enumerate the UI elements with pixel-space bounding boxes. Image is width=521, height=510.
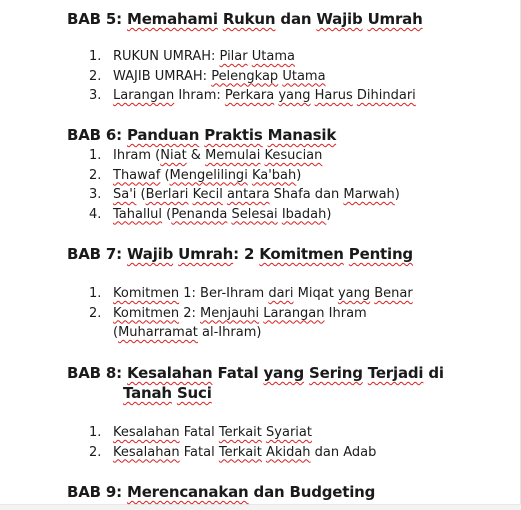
list-item — [0, 67, 416, 87]
list-number: 2. — [89, 167, 102, 183]
list-number: 1. — [89, 148, 102, 163]
list-number: 1. — [89, 425, 102, 440]
list-text: Tahallul (Penanda Selesai Ibadah) — [113, 206, 332, 222]
list-item — [0, 166, 400, 186]
list-number: 1. — [89, 49, 102, 64]
list-item — [0, 205, 400, 225]
list-item — [0, 284, 413, 304]
list-item — [0, 304, 413, 343]
list-text: Ihram (Niat & Memulai Kesucian — [113, 148, 323, 163]
page-gap — [0, 505, 521, 510]
chapter-heading-bab7 — [67, 244, 413, 264]
list-item — [0, 185, 400, 205]
list-text-continuation: (Muharramat al-Ihram) — [113, 325, 262, 340]
chapter-heading-bab8 — [67, 363, 444, 403]
list-text: Larangan Ihram: Perkara yang Harus Dihindari — [113, 88, 416, 103]
list-item — [0, 86, 416, 106]
list-number: 1. — [89, 286, 102, 301]
list-item — [0, 146, 400, 166]
list-text: Thawaf (Mengelilingi Ka'bah) — [113, 167, 302, 183]
chapter-list-bab7 — [0, 284, 413, 343]
list-number: 2. — [89, 68, 102, 84]
chapter-title: BAB 9: Merencanakan dan Budgeting — [67, 483, 376, 501]
chapter-heading-bab5 — [67, 9, 423, 29]
chapter-list-bab5 — [0, 47, 416, 106]
chapter-title: BAB 7: Wajib Umrah: 2 Komitmen Penting — [67, 245, 413, 263]
list-number: 2. — [89, 305, 102, 321]
chapter-list-bab6 — [0, 146, 400, 224]
list-text: Kesalahan Fatal Terkait Akidah dan Adab — [113, 444, 377, 460]
list-number: 3. — [89, 88, 102, 103]
list-item — [0, 423, 376, 443]
chapter-list-bab8 — [0, 423, 376, 462]
chapter-title-line2: Tanah Suci — [123, 384, 212, 402]
chapter-title-line1: BAB 8: Kesalahan Fatal yang Sering Terjadi di — [67, 364, 444, 382]
chapter-heading-bab6 — [67, 125, 336, 145]
list-number: 4. — [89, 206, 102, 222]
list-item — [0, 47, 416, 67]
list-number: 3. — [89, 187, 102, 202]
chapter-title: BAB 5: Memahami Rukun dan Wajib Umrah — [67, 10, 423, 28]
list-text: WAJIB UMRAH: Pelengkap Utama — [113, 68, 326, 84]
list-text: Sa'i (Berlari Kecil antara Shafa dan Marwah) — [113, 187, 400, 202]
list-text: RUKUN UMRAH: Pilar Utama — [113, 49, 295, 64]
list-item — [0, 443, 376, 463]
list-text: Kesalahan Fatal Terkait Syariat — [113, 425, 312, 440]
chapter-title: BAB 6: Panduan Praktis Manasik — [67, 126, 337, 144]
list-number: 2. — [89, 444, 102, 460]
list-text: Komitmen 1: Ber-Ihram dari Miqat yang Benar — [113, 286, 413, 301]
list-text: Komitmen 2: Menjauhi Larangan Ihram — [113, 305, 367, 321]
chapter-heading-bab9 — [67, 482, 375, 502]
